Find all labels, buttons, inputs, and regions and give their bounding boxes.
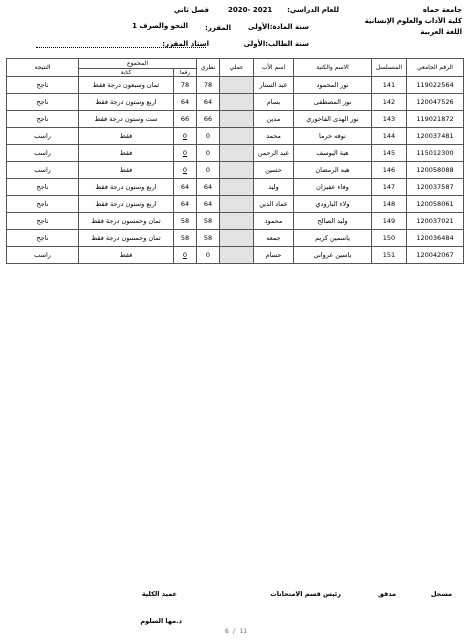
grades-table [6, 58, 464, 264]
cell-seq: 145 [372, 145, 407, 162]
cell-id: 119022564 [407, 77, 464, 94]
header-father: اسم الأب [254, 59, 294, 77]
cell-seq: 147 [372, 179, 407, 196]
cell-name: وليد الصالح [294, 213, 372, 230]
cell-theory: 0 [197, 145, 220, 162]
page-indicator: 6 / 11 [225, 628, 247, 635]
header-total-num: رقما [174, 69, 197, 77]
cell-name: ياسين عرواني [294, 247, 372, 264]
teacher-blank-line [36, 47, 206, 48]
cell-father: عماد الدين [254, 196, 294, 213]
table-row [7, 179, 464, 196]
cell-theory: 58 [197, 230, 220, 247]
cell-id: 120037587 [407, 179, 464, 196]
cell-name: هبة اليوسف [294, 145, 372, 162]
university-name: جامعة حماه [422, 6, 462, 14]
cell-total-words: ثمان وسبعون درجة فقط [79, 77, 174, 94]
cell-id: 120037021 [407, 213, 464, 230]
cell-theory: 0 [197, 247, 220, 264]
cell-total-num: 78 [174, 77, 197, 94]
cell-practical [220, 179, 254, 196]
cell-theory: 0 [197, 128, 220, 145]
cell-name: نور المصطفى [294, 94, 372, 111]
cell-father: محمود [254, 213, 294, 230]
cell-total-words: فقط [79, 145, 174, 162]
exams-head-signature: رئيس قسم الامتحانات [270, 590, 341, 598]
course-label: المقرر: [205, 24, 231, 32]
cell-result: ناجح [7, 111, 79, 128]
cell-id: 120037481 [407, 128, 464, 145]
cell-practical [220, 213, 254, 230]
course-value: النحو والصرف 1 [132, 22, 188, 30]
year-label: للعام الدراسي: [287, 6, 339, 14]
cell-total-num: 64 [174, 196, 197, 213]
cell-total-num: 58 [174, 213, 197, 230]
cell-result: راسب [7, 128, 79, 145]
cell-theory: 64 [197, 94, 220, 111]
year-value: 2020- 2021 [228, 6, 273, 14]
header-result: النتيجة [7, 59, 79, 77]
cell-result: ناجح [7, 77, 79, 94]
cell-practical [220, 94, 254, 111]
header-name: الاسم والكنية [294, 59, 372, 77]
student-year: سنة الطالب:الأولى [243, 40, 309, 48]
table-row [7, 128, 464, 145]
subject-year: سنة المادة:الأولى [248, 23, 309, 31]
cell-theory: 78 [197, 77, 220, 94]
cell-father: بسام [254, 94, 294, 111]
cell-total-words: اربع وستون درجة فقط [79, 196, 174, 213]
cell-result: راسب [7, 247, 79, 264]
table-row [7, 145, 464, 162]
cell-total-num: 58 [174, 230, 197, 247]
cell-practical [220, 111, 254, 128]
cell-id: 120047526 [407, 94, 464, 111]
cell-total-words: فقط [79, 247, 174, 264]
cell-theory: 64 [197, 179, 220, 196]
cell-theory: 0 [197, 162, 220, 179]
cell-father: محمد [254, 128, 294, 145]
cell-seq: 141 [372, 77, 407, 94]
cell-seq: 149 [372, 213, 407, 230]
cell-total-num: 64 [174, 179, 197, 196]
header-id: الرقم الجامعي [407, 59, 464, 77]
cell-practical [220, 128, 254, 145]
cell-result: ناجح [7, 213, 79, 230]
cell-name: نوفه خرما [294, 128, 372, 145]
entry-signature: مسجل [430, 590, 452, 598]
header-practical: عملي [220, 59, 254, 77]
cell-name: ياسمين كريم [294, 230, 372, 247]
cell-total-words: فقط [79, 162, 174, 179]
cell-total-words: فقط [79, 128, 174, 145]
cell-result: راسب [7, 145, 79, 162]
cell-practical [220, 77, 254, 94]
table-row [7, 247, 464, 264]
cell-total-num: 64 [174, 94, 197, 111]
cell-total-words: اربع وستون درجة فقط [79, 94, 174, 111]
table-row [7, 162, 464, 179]
cell-total-num: 0 [174, 247, 197, 264]
cell-id: 115012300 [407, 145, 464, 162]
cell-name: نور الهدى الفاخوري [294, 111, 372, 128]
cell-seq: 151 [372, 247, 407, 264]
table-row [7, 196, 464, 213]
cell-name: ولاء البارودي [294, 196, 372, 213]
cell-father: حسام [254, 247, 294, 264]
table-row [7, 230, 464, 247]
cell-id: 120036484 [407, 230, 464, 247]
cell-total-words: ست وستون درجة فقط [79, 111, 174, 128]
cell-id: 120058061 [407, 196, 464, 213]
cell-total-words: اربع وستون درجة فقط [79, 179, 174, 196]
header-theory: نظري [197, 59, 220, 77]
cell-practical [220, 145, 254, 162]
table-row [7, 111, 464, 128]
cell-id: 119021872 [407, 111, 464, 128]
faculty-name: كلية الآداب والعلوم الإنسانية [364, 17, 462, 25]
cell-total-words: ثمان وخمسون درجة فقط [79, 213, 174, 230]
cell-father: عبد الستار [254, 77, 294, 94]
cell-seq: 146 [372, 162, 407, 179]
cell-seq: 142 [372, 94, 407, 111]
cell-result: راسب [7, 162, 79, 179]
cell-theory: 66 [197, 111, 220, 128]
header-total-words: كتابة [79, 69, 174, 77]
cell-father: جمعه [254, 230, 294, 247]
cell-result: ناجح [7, 196, 79, 213]
cell-result: ناجح [7, 230, 79, 247]
header-seq: المتسلسل [372, 59, 407, 77]
cell-theory: 64 [197, 196, 220, 213]
cell-id: 120058088 [407, 162, 464, 179]
cell-father: مدين [254, 111, 294, 128]
cell-practical [220, 196, 254, 213]
cell-father: حسين [254, 162, 294, 179]
teacher-label: استاذ المقرر: [162, 40, 209, 48]
checker-signature: مدقق [378, 590, 396, 598]
table-row [7, 94, 464, 111]
header-total: المجموع [79, 59, 197, 69]
cell-total-num: 0 [174, 162, 197, 179]
cell-result: ناجح [7, 179, 79, 196]
cell-total-words: ثمان وخمسون درجة فقط [79, 230, 174, 247]
cell-name: نور المحمود [294, 77, 372, 94]
cell-name: هبه الرمضان [294, 162, 372, 179]
cell-result: ناجح [7, 94, 79, 111]
cell-total-num: 0 [174, 128, 197, 145]
cell-seq: 150 [372, 230, 407, 247]
cell-seq: 148 [372, 196, 407, 213]
cell-practical [220, 247, 254, 264]
cell-father: عبد الرحمن [254, 145, 294, 162]
dean-signature: عميد الكلية [141, 590, 177, 598]
department-name: اللغة العربية [420, 28, 462, 36]
cell-seq: 144 [372, 128, 407, 145]
cell-father: وليد [254, 179, 294, 196]
cell-seq: 143 [372, 111, 407, 128]
cell-total-num: 66 [174, 111, 197, 128]
cell-theory: 58 [197, 213, 220, 230]
semester: فصل ثاني [173, 6, 209, 14]
dean-name: د.مها السلوم [140, 617, 182, 625]
cell-practical [220, 230, 254, 247]
cell-practical [220, 162, 254, 179]
table-row [7, 213, 464, 230]
table-body [7, 77, 464, 264]
cell-name: وفاء عفيزان [294, 179, 372, 196]
cell-id: 120042067 [407, 247, 464, 264]
table-row [7, 77, 464, 94]
cell-total-num: 0 [174, 145, 197, 162]
